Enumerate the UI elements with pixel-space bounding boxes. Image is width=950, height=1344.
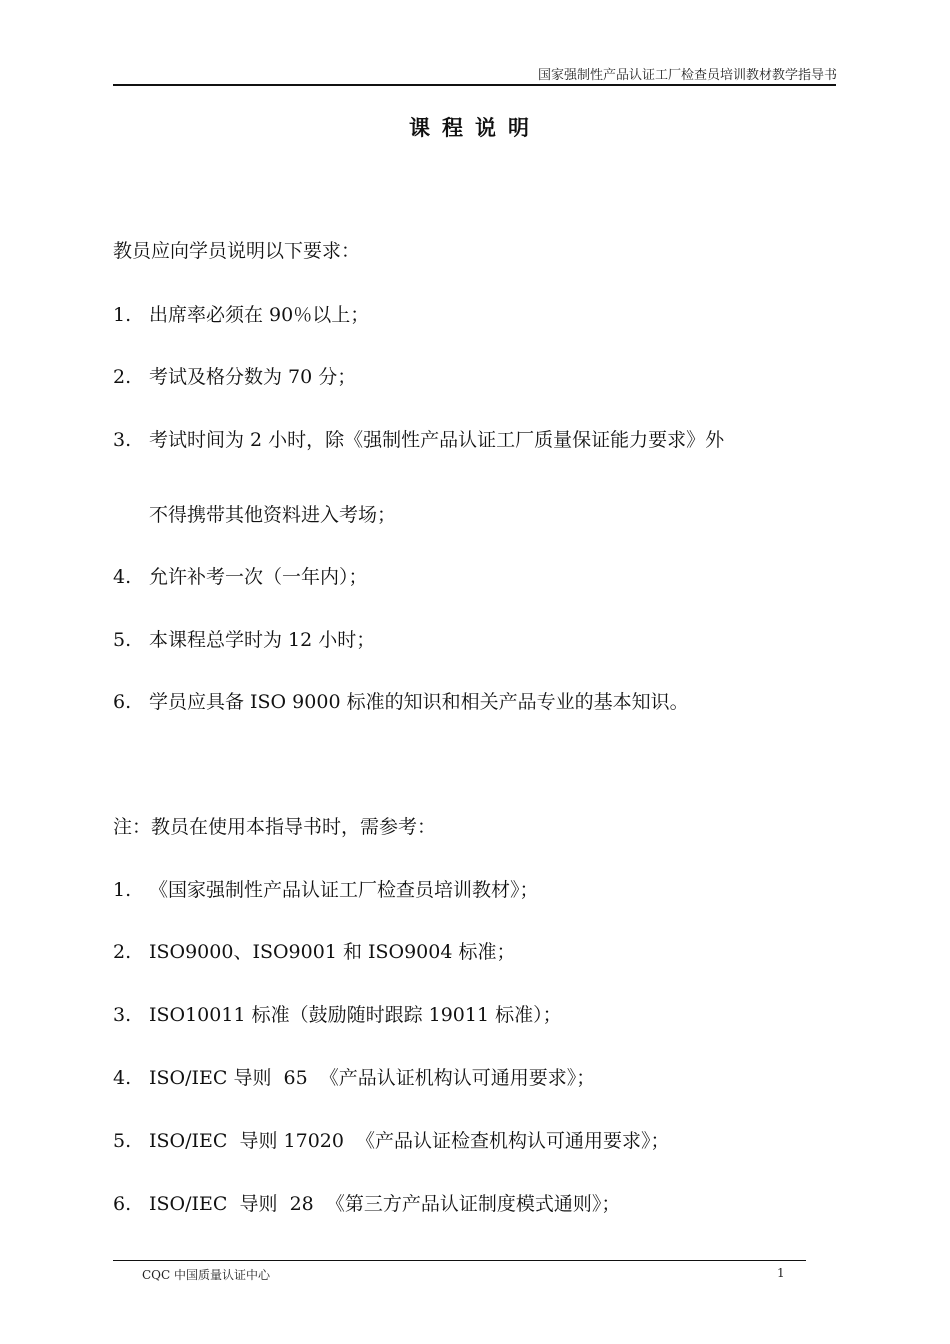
reference-item-4 [113,1065,595,1091]
item-number: 3. [113,429,132,451]
item-text: ISO10011 标准（鼓励随时跟踪 19011 标准）； [149,1004,562,1026]
item-number: 2. [113,941,132,963]
reference-item-3 [113,1002,562,1028]
item-number: 6. [113,691,132,713]
item-number: 2. [113,366,132,388]
item-text: 《国家强制性产品认证工厂检查员培训教材》； [149,879,539,901]
footer-organization: CQC 中国质量认证中心 [142,1268,271,1282]
item-number: 4. [113,566,132,588]
running-header: 国家强制性产品认证工厂检查员培训教材教学指导书 [537,68,837,83]
item-number: 4. [113,1067,132,1089]
reference-item-6 [113,1191,620,1217]
requirement-item-3 [113,427,724,453]
note-text: 注：教员在使用本指导书时，需参考： [113,816,437,838]
requirement-item-1 [113,302,369,328]
item-text: ISO/IEC 导则 65 《产品认证机构认可通用要求》； [149,1067,596,1089]
item-text: 学员应具备 ISO 9000 标准的知识和相关产品专业的基本知识。 [149,691,689,713]
reference-item-2 [113,939,515,965]
item-text: 本课程总学时为 12 小时； [149,629,376,651]
item-text: 考试时间为 2 小时，除《强制性产品认证工厂质量保证能力要求》外 [149,429,725,451]
reference-item-5 [113,1128,670,1154]
item-number: 3. [113,1004,132,1026]
item-text: 允许补考一次（一年内）； [149,566,368,588]
requirement-item-5 [113,627,375,653]
footer-divider [113,1260,806,1261]
requirement-item-3-continuation: 不得携带其他资料进入考场； [149,504,397,526]
requirement-item-6 [113,689,689,715]
header-divider [113,84,836,86]
item-number: 5. [113,629,132,651]
intro-text: 教员应向学员说明以下要求： [113,240,361,262]
item-text: 出席率必须在 90％以上； [149,304,370,326]
page-title: 课程说明 [409,115,541,140]
item-text: ISO9000、ISO9001 和 ISO9004 标准； [149,941,516,963]
page-number: 1 [777,1266,785,1280]
requirement-item-2 [113,364,356,390]
item-text: ISO/IEC 导则 28 《第三方产品认证制度模式通则》； [149,1193,621,1215]
item-number: 1. [113,879,132,901]
item-text: ISO/IEC 导则 17020 《产品认证检查机构认可通用要求》； [149,1130,670,1152]
requirement-item-4 [113,564,368,590]
reference-item-1 [113,877,539,903]
item-number: 1. [113,304,132,326]
item-number: 5. [113,1130,132,1152]
item-text: 考试及格分数为 70 分； [149,366,357,388]
item-number: 6. [113,1193,132,1215]
